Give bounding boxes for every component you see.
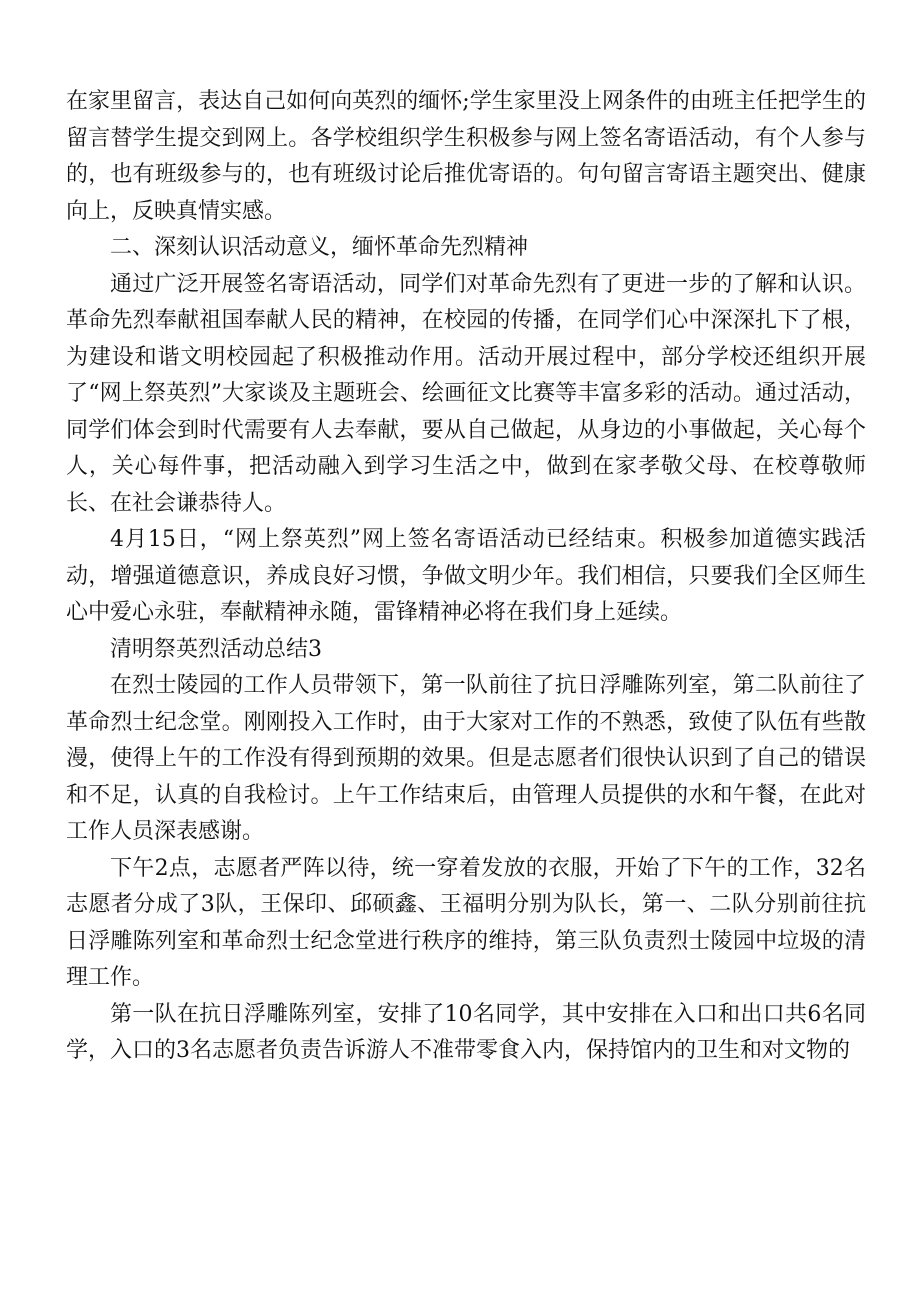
paragraph-continuation: 在家里留言，表达自己如何向英烈的缅怀;学生家里没上网条件的由班主任把学生的留言替学生提交到网上。各学校组织学生积极参与网上签名寄语活动，有个人参与的，也有班级参与的，也有班级讨论后推优寄语的。句句留言寄语主题突出、健康向上，反映真情实感。 [66,89,866,224]
section-heading: 二、深刻认识活动意义，缅怀革命先烈精神 [110,235,529,260]
paragraph: 第一队在抗日浮雕陈列室，安排了10名同学，其中安排在入口和出口共6名同学，入口的3名志愿者负责告诉游人不准带零食入内，保持馆内的卫生和对文物的 [66,1001,866,1063]
summary-title: 清明祭英烈活动总结3 [110,636,322,662]
paragraph: 在烈士陵园的工作人员带领下，第一队前往了抗日浮雕陈列室，第二队前往了革命烈士纪念堂。刚刚投入工作时，由于大家对工作的不熟悉，致使了队伍有些散漫，使得上午的工作没有得到预期的效果。但是志愿者们很快认识到了自己的错误和不足，认真的自我检讨。上午工作结束后，由管理人员提供的水和午餐，在此对工作人员深表感谢。 [66,673,866,844]
paragraph: 4月15日，“网上祭英烈”网上签名寄语活动已经结束。积极参加道德实践活动，增强道德意识，养成良好习惯，争做文明少年。我们相信，只要我们全区师生心中爱心永驻，奉献精神永随，雷锋精神必将在我们身上延续。 [66,527,866,625]
paragraph: 通过广泛开展签名寄语活动，同学们对革命先烈有了更进一步的了解和认识。革命先烈奉献祖国奉献人民的精神，在校园的传播，在同学们心中深深扎下了根，为建设和谐文明校园起了积极推动作用。活动开展过程中，部分学校还组织开展了“网上祭英烈”大家谈及主题班会、绘画征文比赛等丰富多彩的活动。通过活动，同学们体会到时代需要有人去奉献，要从自己做起，从身边的小事做起，关心每个人，关心每件事，把活动融入到学习生活之中，做到在家孝敬父母、在校尊敬师长、在社会谦恭待人。 [66,271,866,516]
paragraph: 下午2点，志愿者严阵以待，统一穿着发放的衣服，开始了下午的工作，32名志愿者分成了3队，王保印、邱硕鑫、王福明分别为队长，第一、二队分别前往抗日浮雕陈列室和革命烈士纪念堂进行秩序的维持，第三队负责烈士陵园中垃圾的清理工作。 [66,855,866,990]
document-body [66,84,866,1070]
